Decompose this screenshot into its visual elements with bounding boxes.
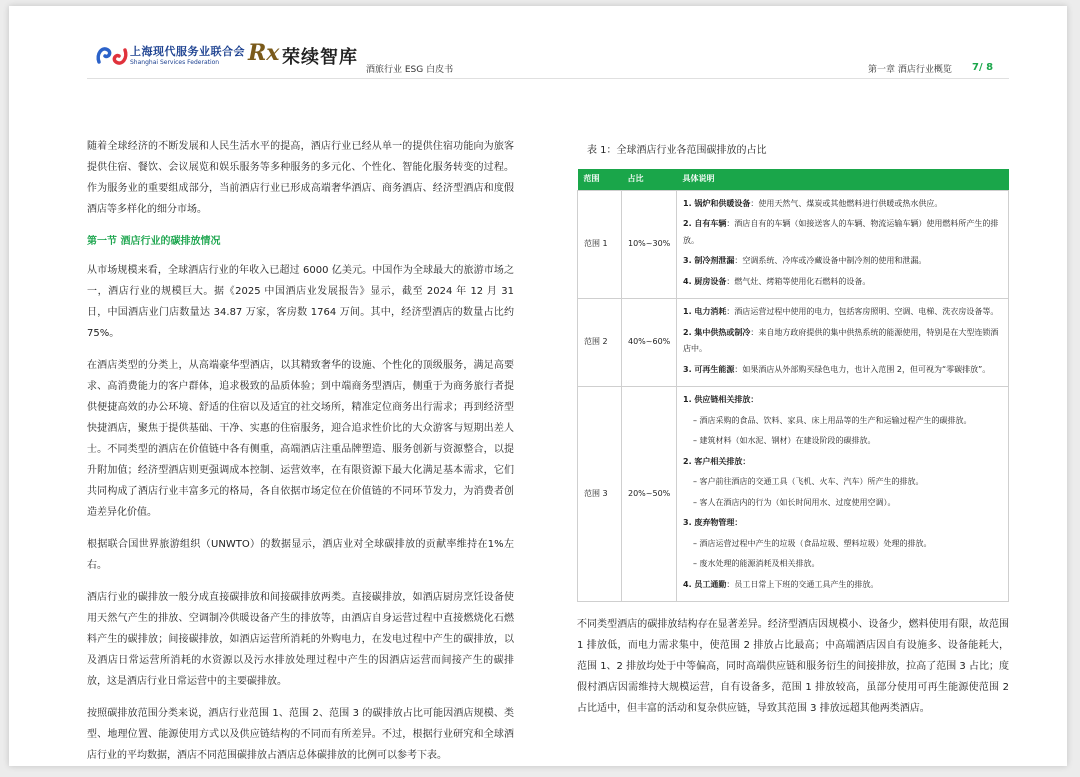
list-item — [683, 454, 1002, 471]
item-text: ：使用天然气、煤炭或其他燃料进行供暖或热水供应。 — [750, 198, 943, 208]
item-text: ：酒店自有的车辆（如接送客人的车辆、物流运输车辆）使用燃料所产生的排放。 — [683, 219, 999, 245]
description-cell — [677, 190, 1009, 299]
item-title: 2. 客户相关排放： — [683, 456, 751, 466]
chapter-title: 第一章 酒店行业概览 — [868, 65, 952, 75]
sub-item: – 废水处理的能源消耗及相关排放。 — [693, 559, 820, 568]
brand-rx-mark: Rx — [248, 40, 280, 66]
paragraph-unwto: 根据联合国世界旅游组织（UNWTO）的数据显示，酒店业对全球碳排放的贡献率维持在1%左右。 — [87, 539, 514, 571]
list-item — [683, 577, 1002, 594]
list-item — [683, 216, 1002, 249]
paragraph-market-size: 从市场规模来看，全球酒店行业的年收入已超过 6000 亿美元。中国作为全球最大的旅游市场之一，酒店行业的规模巨大。据《2025 中国酒店业发展报告》显示，截至 2024 年 12 月 31 日，中国酒店业门店数量达 34.87 万家，客房数 1764 万间。其中，经济型酒店的数量占比约 75%。 — [87, 265, 514, 339]
list-item — [683, 392, 1002, 409]
item-title: 2. 集中供热或制冷 — [683, 327, 751, 337]
item-title: 1. 供应链相关排放： — [683, 395, 759, 404]
scope-cell: 范围 1 — [578, 190, 622, 299]
item-title: 1. 电力消耗 — [683, 307, 727, 316]
header-share: 占比 — [622, 169, 677, 190]
page-number: 7/ 8 — [972, 62, 994, 73]
sub-item: – 建筑材料（如水泥、钢材）在建设阶段的碳排放。 — [693, 436, 876, 445]
table-header-row — [578, 169, 1009, 190]
table-row-scope3 — [578, 387, 1009, 602]
list-item — [683, 362, 1002, 379]
item-title: 3. 可再生能源 — [683, 364, 735, 374]
description-cell — [677, 299, 1009, 387]
left-column — [87, 136, 514, 777]
sub-item: – 客人在酒店内的行为（如长时间用水、过度使用空调）。 — [693, 497, 896, 507]
scope-cell: 范围 3 — [578, 387, 622, 602]
header-divider — [87, 78, 1009, 79]
paragraph-intro: 随着全球经济的不断发展和人民生活水平的提高，酒店行业已经从单一的提供住宿功能向为旅客提供住宿、餐饮、会议展览和娱乐服务等多种服务的多元化、个性化、智能化服务转变的过程。作为服务业的重要组成部分，当前酒店行业已形成高端奢华酒店、商务酒店、经济型酒店和度假酒店等多样化的细分市场。 — [87, 141, 514, 215]
ssf-logo — [96, 42, 245, 72]
sub-item: – 客户前往酒店的交通工具（飞机、火车、汽车）所产生的排放。 — [693, 477, 924, 486]
document-page — [9, 6, 1067, 766]
share-cell: 10%~30% — [622, 190, 677, 299]
list-item — [683, 274, 1002, 291]
share-cell: 40%~60% — [622, 299, 677, 387]
list-item — [683, 325, 1002, 358]
scope-cell: 范围 2 — [578, 299, 622, 387]
item-text: ：空调系统、冷库或冷藏设备中制冷剂的使用和泄漏。 — [734, 256, 927, 265]
paragraph-structure-differences: 不同类型酒店的碳排放结构存在显著差异。经济型酒店因规模小、设备少，燃料使用有限，故范围 1 排放低，而电力需求集中，使范围 2 排放占比最高；中高端酒店因自有设施多、设备能耗大，范围 1、2 排放均处于中等偏高，同时高端供应链和服务衍生的间接排放，拉高了范围 3 占比；度假村酒店因需维持大规模运营，自有设备多，范围 1 排放较高，虽部分使用可再生能源使范围 2 占比适中，但丰富的活动和复杂供应链，导致其范围 3 排放远超其他两类酒店。 — [577, 619, 1009, 714]
right-column — [577, 136, 1009, 719]
paragraph-scope-intro: 按照碳排放范围分类来说，酒店行业范围 1、范围 2、范围 3 的碳排放占比可能因酒店规模、类型、地理位置、能源使用方式以及供应链结构的不同而有所差异。不过，根据行业研究和全球酒店行业的平均数据，酒店不同范围碳排放占酒店总体碳排放的比例可以参考下表。 — [87, 708, 514, 761]
sub-item: – 酒店运营过程中产生的垃圾（食品垃圾、塑料垃圾）处理的排放。 — [693, 538, 932, 548]
list-item — [683, 253, 1002, 270]
item-text: ：员工日常上下班的交通工具产生的排放。 — [726, 579, 879, 589]
share-cell: 20%~50% — [622, 387, 677, 602]
item-title: 3. 废弃物管理： — [683, 518, 743, 527]
item-text: ：酒店运营过程中使用的电力，包括客房照明、空调、电梯、洗衣房设备等。 — [726, 307, 999, 316]
book-title: 酒旅行业 ESG 白皮书 — [366, 65, 454, 75]
item-title: 1. 锅炉和供暖设备 — [683, 198, 751, 208]
paragraph-emission-types: 酒店行业的碳排放一般分成直接碳排放和间接碳排放两类。直接碳排放，如酒店厨房烹饪设备使用天然气产生的排放、空调制冷供暖设备产生的排放等，由酒店自身运营过程中直接燃烧化石燃料产生的碳排放；间接碳排放，如酒店运营所消耗的外购电力，在发电过程中产生的碳排放，以及酒店日常运营所消耗的水资源以及污水排放处理过程中产生的因酒店运营而间接产生的碳排放，这是酒店行业日常运营中的主要碳排放。 — [87, 592, 514, 687]
item-title: 4. 员工通勤 — [683, 579, 727, 589]
ssf-logo-mark-icon — [96, 44, 128, 68]
list-item — [683, 304, 1002, 321]
list-item — [683, 515, 1002, 532]
list-item — [683, 196, 1002, 213]
item-title: 4. 厨房设备 — [683, 276, 727, 286]
item-text: ：如果酒店从外部购买绿色电力，也计入范围 2，但可视为“零碳排放”。 — [734, 364, 991, 374]
section-heading: 第一节 酒店行业的碳排放情况 — [87, 236, 221, 247]
item-text: ：燃气灶、烤箱等使用化石燃料的设备。 — [726, 276, 871, 286]
sub-item: – 酒店采购的食品、饮料、家具、床上用品等的生产和运输过程产生的碳排放。 — [693, 415, 972, 425]
table-row-scope2 — [578, 299, 1009, 387]
org-name-en: Shanghai Services Federation — [130, 59, 220, 66]
scope-emission-table — [577, 169, 1009, 602]
paragraph-hotel-types: 在酒店类型的分类上，从高端豪华型酒店，以其精致奢华的设施、个性化的顶级服务，满足高要求、高消费能力的客户群体，追求极致的品质体验；到中端商务型酒店，侧重于为商务旅行者提供便捷高效的办公环境、舒适的住宿以及适宜的社交场所，精准定位商务出行需求；再到经济型快捷酒店，聚焦于提供基础、干净、实惠的住宿服务，迎合追求性价比的大众游客与短期出差人士。不同类型的酒店在价值链中各有侧重，高端酒店注重品牌塑造、服务创新与资源整合，以提升附加值；经济型酒店则更强调成本控制、运营效率，在有限资源下最大化满足基本需求，它们共同构成了酒店行业丰富多元的格局，各自依据市场定位在价值链的不同环节发力，为消费者创造差异化价值。 — [87, 360, 514, 518]
org-name-cn: 上海现代服务业联合会 — [130, 45, 245, 58]
brand-logo — [248, 40, 368, 70]
header-description: 具体说明 — [677, 169, 1009, 190]
header-scope: 范围 — [578, 169, 622, 190]
item-title: 2. 自有车辆 — [683, 219, 727, 228]
item-text: ：来自地方政府提供的集中供热系统的能源使用，特别是在大型连锁酒店中。 — [683, 327, 999, 353]
brand-name: 荣续智库 — [282, 47, 358, 68]
item-title: 3. 制冷剂泄漏 — [683, 256, 735, 265]
description-cell — [677, 387, 1009, 602]
table-row-scope1 — [578, 190, 1009, 299]
table-caption: 表 1：全球酒店行业各范围碳排放的占比 — [587, 145, 767, 156]
